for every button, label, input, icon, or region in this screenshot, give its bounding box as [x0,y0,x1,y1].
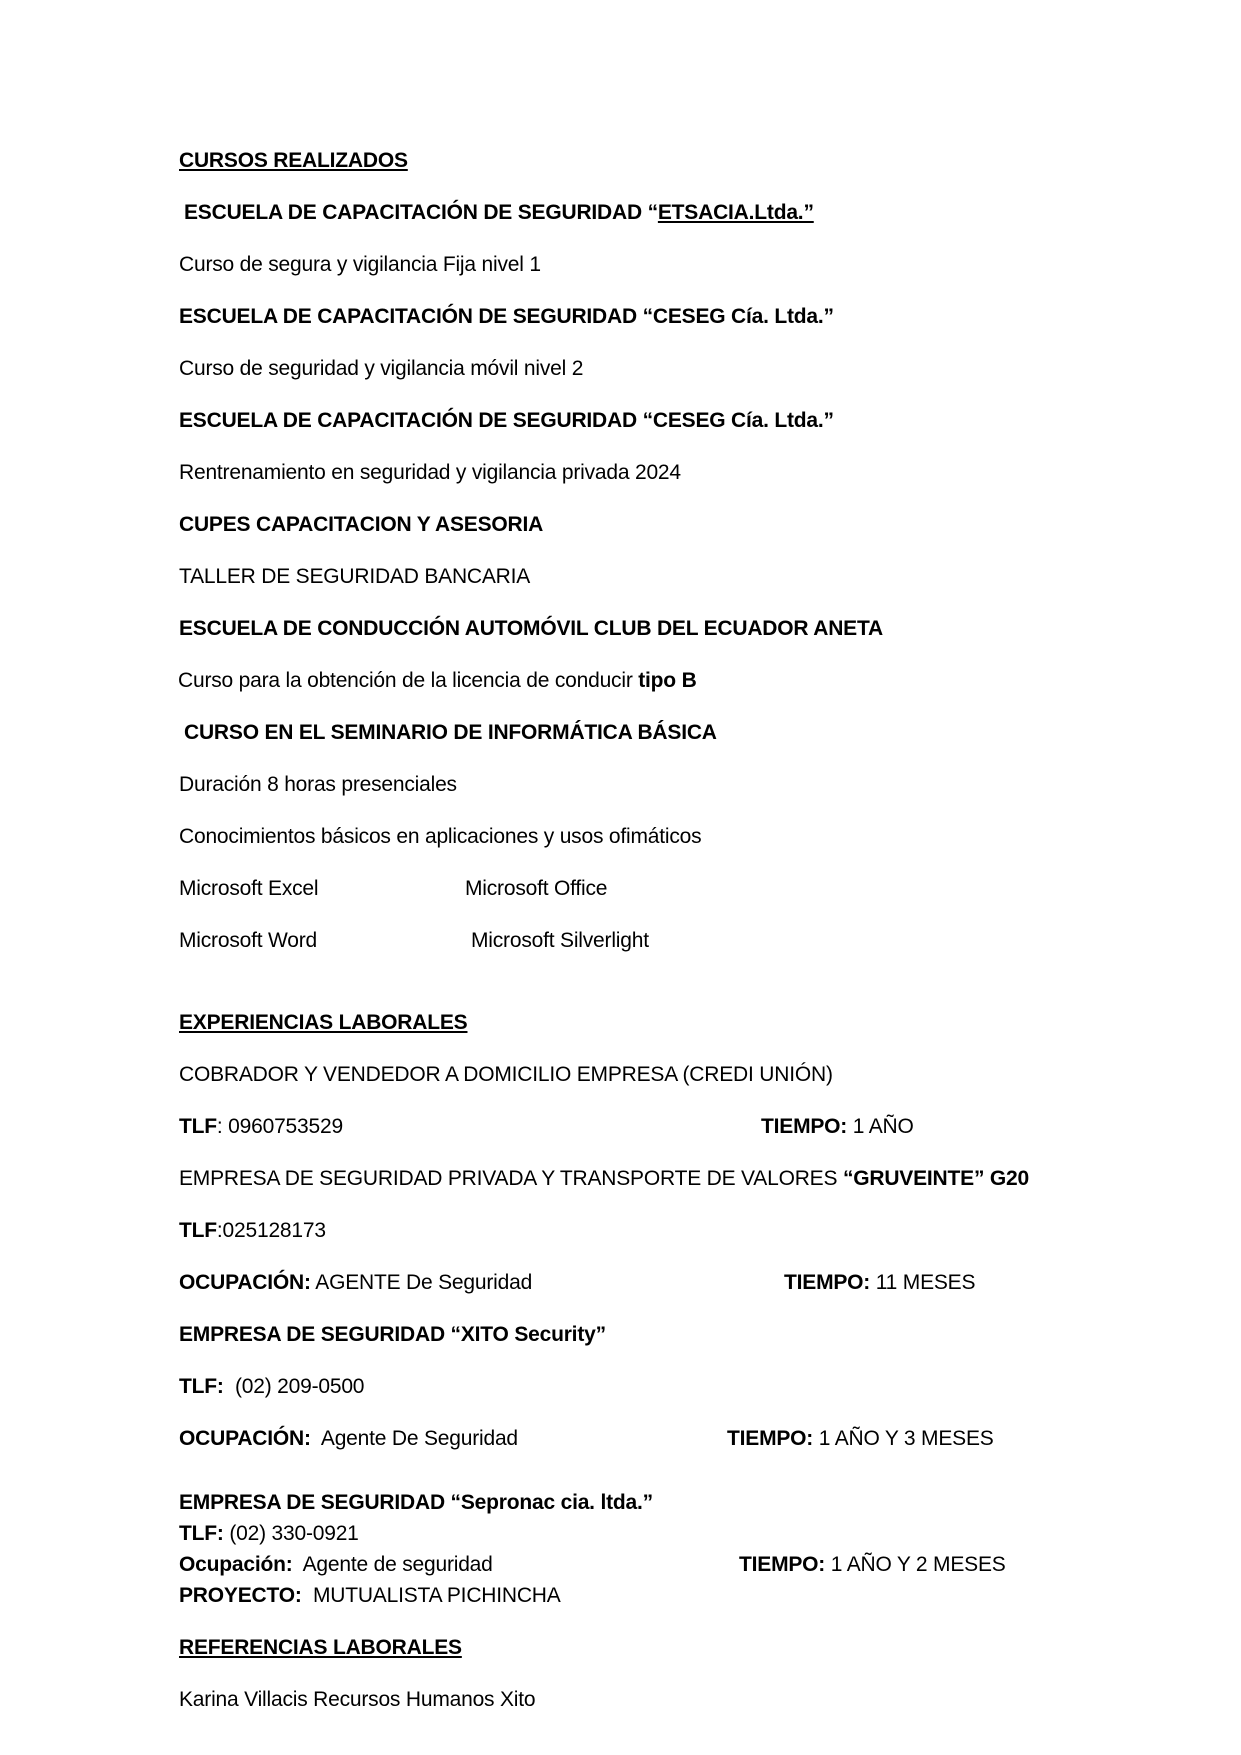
microsoft-office: Microsoft Office [465,877,608,900]
licencia-tipo: tipo B [638,669,697,692]
microsoft-excel: Microsoft Excel [179,877,319,900]
job1-tlf-value: : 0960753529 [216,1115,343,1138]
job3-title: EMPRESA DE SEGURIDAD “XITO Security” [179,1323,606,1346]
job2-tiempo-value: 11 MESES [870,1271,976,1294]
job3-tlf-value: (02) 209-0500 [223,1375,365,1398]
job3-tiempo-label: TIEMPO: [727,1427,814,1450]
experiencias-heading: EXPERIENCIAS LABORALES [179,1011,468,1034]
licencia-text: Curso para la obtención de la licencia de conducir [178,669,639,692]
cursos-heading: CURSOS REALIZADOS [179,149,408,172]
job3-tiempo-value: 1 AÑO Y 3 MESES [813,1427,994,1450]
job1-title: COBRADOR Y VENDEDOR A DOMICILIO EMPRESA (CREDI UNIÓN) [179,1063,833,1086]
curso-vigilancia-movil: Curso de seguridad y vigilancia móvil nivel 2 [179,357,584,380]
curso-reentrenamiento: Rentrenamiento en seguridad y vigilancia privada 2024 [179,461,681,484]
job3-ocupacion-label: OCUPACIÓN: [179,1427,311,1450]
job4-tiempo-label: TIEMPO: [739,1553,826,1576]
job1-tlf-label: TLF [179,1115,217,1138]
job3-tlf-label: TLF: [179,1375,224,1398]
job2-tlf-label: TLF [179,1219,217,1242]
job3-ocupacion-value: Agente De Seguridad [310,1427,518,1450]
job2-tlf-value: :025128173 [216,1219,326,1242]
aneta-school: ESCUELA DE CONDUCCIÓN AUTOMÓVIL CLUB DEL ECUADOR ANETA [179,617,883,640]
job2-tiempo [784,1270,975,1296]
curso-licencia [178,668,697,694]
job4-proyecto-value: MUTUALISTA PICHINCHA [301,1584,561,1607]
job4-tiempo-value: 1 AÑO Y 2 MESES [825,1553,1006,1576]
job2-tiempo-label: TIEMPO: [784,1271,871,1294]
taller-seguridad-bancaria: TALLER DE SEGURIDAD BANCARIA [179,565,531,588]
job2-ocupacion-label: OCUPACIÓN: [179,1271,311,1294]
ceseg-school-2: ESCUELA DE CAPACITACIÓN DE SEGURIDAD “CESEG Cía. Ltda.” [179,409,834,432]
job2-title-text: EMPRESA DE SEGURIDAD PRIVADA Y TRANSPORTE DE VALORES [179,1167,843,1190]
job1-tiempo-value: 1 AÑO [847,1115,914,1138]
ceseg-school-1: ESCUELA DE CAPACITACIÓN DE SEGURIDAD “CESEG Cía. Ltda.” [179,305,834,328]
job3-ocupacion [179,1426,518,1452]
microsoft-word: Microsoft Word [179,929,318,952]
job1-tlf [179,1114,343,1140]
job4-proyecto [179,1583,561,1609]
etsacia-name: ETSACIA.Ltda.” [657,201,814,224]
job4-tlf-label: TLF: [179,1522,224,1545]
job4-ocupacion-label: Ocupación: [179,1553,293,1576]
job2-title-bold: “GRUVEINTE” G20 [842,1167,1029,1190]
job4-tlf-value: (02) 330-0921 [223,1522,359,1545]
referencia-1: Karina Villacis Recursos Humanos Xito [179,1688,536,1711]
job2-title [179,1166,1029,1192]
referencias-heading: REFERENCIAS LABORALES [179,1636,462,1659]
job1-tiempo-label: TIEMPO: [761,1115,848,1138]
job3-tlf [179,1374,364,1400]
etsacia-school [184,200,814,226]
conocimientos: Conocimientos básicos en aplicaciones y usos ofimáticos [179,825,702,848]
job4-ocupacion-value: Agente de seguridad [292,1553,493,1576]
curso-vigilancia-fija: Curso de segura y vigilancia Fija nivel 1 [179,253,541,276]
job3-tiempo [727,1426,994,1452]
job4-tlf [179,1521,359,1547]
duracion: Duración 8 horas presenciales [179,773,457,796]
job4-tiempo [739,1552,1006,1578]
job1-tiempo [761,1114,914,1140]
job2-ocupacion [179,1270,532,1296]
job2-ocupacion-value: AGENTE De Seguridad [310,1271,533,1294]
microsoft-silverlight: Microsoft Silverlight [471,929,649,952]
cupes-school: CUPES CAPACITACION Y ASESORIA [179,513,544,536]
job4-ocupacion [179,1552,493,1578]
job4-title: EMPRESA DE SEGURIDAD “Sepronac cia. ltda.” [179,1491,653,1514]
job4-proyecto-label: PROYECTO: [179,1584,302,1607]
informatica-course: CURSO EN EL SEMINARIO DE INFORMÁTICA BÁSICA [184,721,717,744]
etsacia-prefix: ESCUELA DE CAPACITACIÓN DE SEGURIDAD “ [184,201,658,224]
job2-tlf [179,1218,326,1244]
